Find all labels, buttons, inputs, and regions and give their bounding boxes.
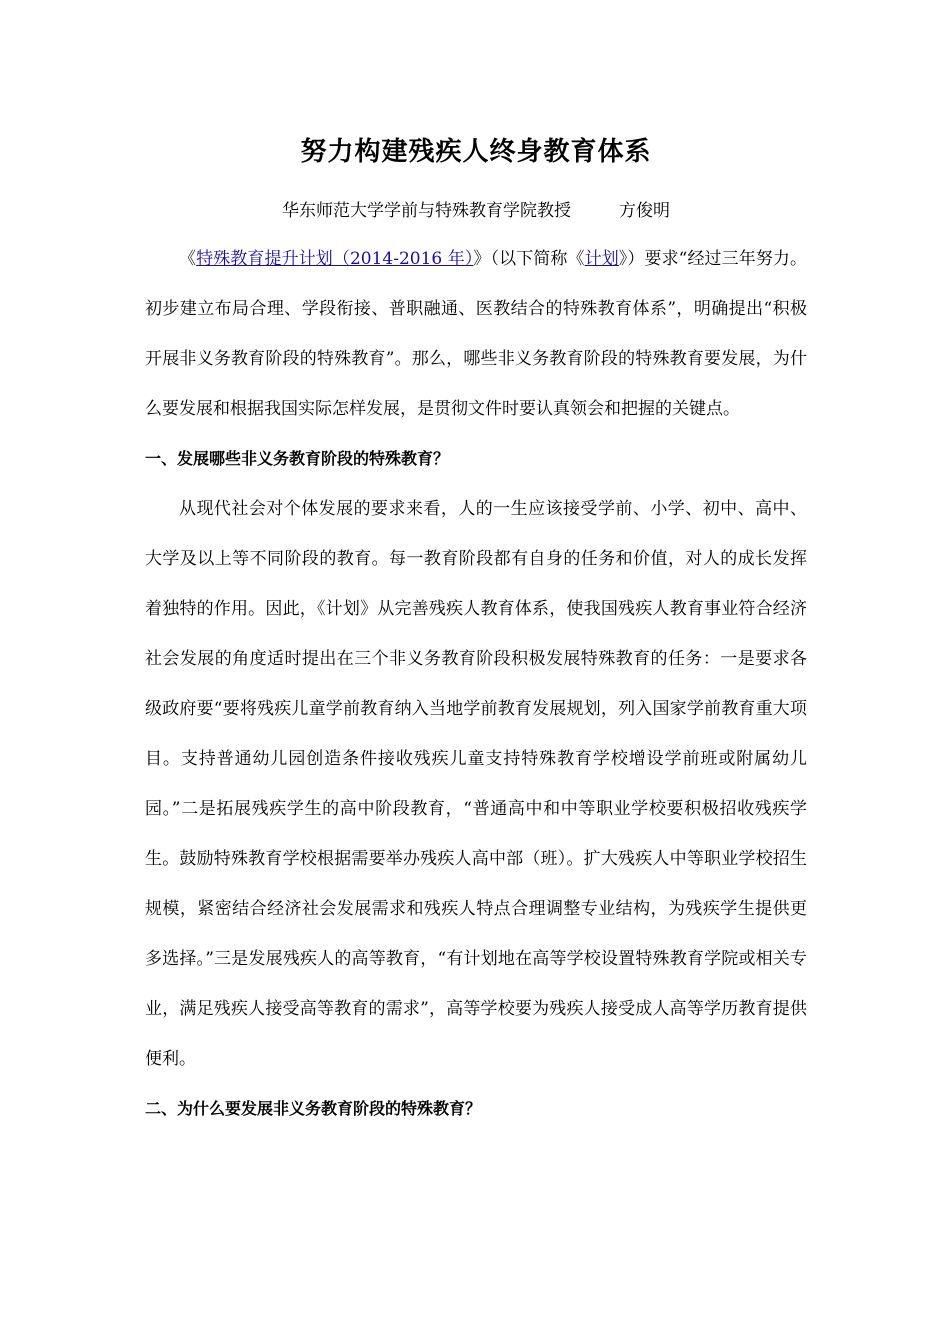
intro-paragraph xyxy=(145,234,807,434)
section-1-paragraph: 从现代社会对个体发展的要求来看，人的一生应该接受学前、小学、初中、高中、大学及以上等不同阶段的教育。每一教育阶段都有自身的任务和价值，对人的成长发挥着独特的作用。因此，《计划》从完善残疾人教育体系，使我国残疾人教育事业符合经济社会发展的角度适时提出在三个非义务教育阶段积极发展特殊教育的任务：一是要求各级政府要“要将残疾儿童学前教育纳入当地学前教育发展规划，列入国家学前教育重大项目。支持普通幼儿园创造条件接收残疾儿童支持特殊教育学校增设学前班或附属幼儿园。”二是拓展残疾学生的高中阶段教育，“普通高中和中等职业学校要积极招收残疾学生。鼓励特殊教育学校根据需要举办残疾人高中部（班）。扩大残疾人中等职业学校招生规模，紧密结合经济社会发展需求和残疾人特点合理调整专业结构，为残疾学生提供更多选择。”三是发展残疾人的高等教育，“有计划地在高等学校设置特殊教育学院或相关专业，满足残疾人接受高等教育的需求”，高等学校要为残疾人接受成人高等学历教育提供便利。 xyxy=(145,499,807,1069)
intro-mid-text: 》（以下简称《 xyxy=(473,249,585,269)
intro-rest-text: 》）要求“经过三年努力。初步建立布局合理、学段衔接、普职融通、医教结合的特殊教育体系”，明确提出“积极开展非义务教育阶段的特殊教育”。那么，哪些非义务教育阶段的特殊教育要发展，为什么要发展和根据我国实际怎样发展，是贯彻文件时要认真领会和把握的关键点。 xyxy=(145,249,808,419)
plan-full-link[interactable]: 特殊教育提升计划（2014-2016 年） xyxy=(196,249,474,269)
section-1-heading: 一、发展哪些非义务教育阶段的特殊教育？ xyxy=(145,449,450,468)
author-affiliation: 华东师范大学学前与特殊教育学院教授 xyxy=(282,201,571,221)
plan-short-link[interactable]: 计划 xyxy=(584,249,619,269)
section-2-heading: 二、为什么要发展非义务教育阶段的特殊教育？ xyxy=(145,1099,482,1118)
document-body xyxy=(145,128,807,1134)
author-line xyxy=(145,196,807,226)
document-title: 努力构建残疾人终身教育体系 xyxy=(300,137,652,167)
author-name: 方俊明 xyxy=(619,201,670,221)
quote-open: 《 xyxy=(179,249,197,269)
